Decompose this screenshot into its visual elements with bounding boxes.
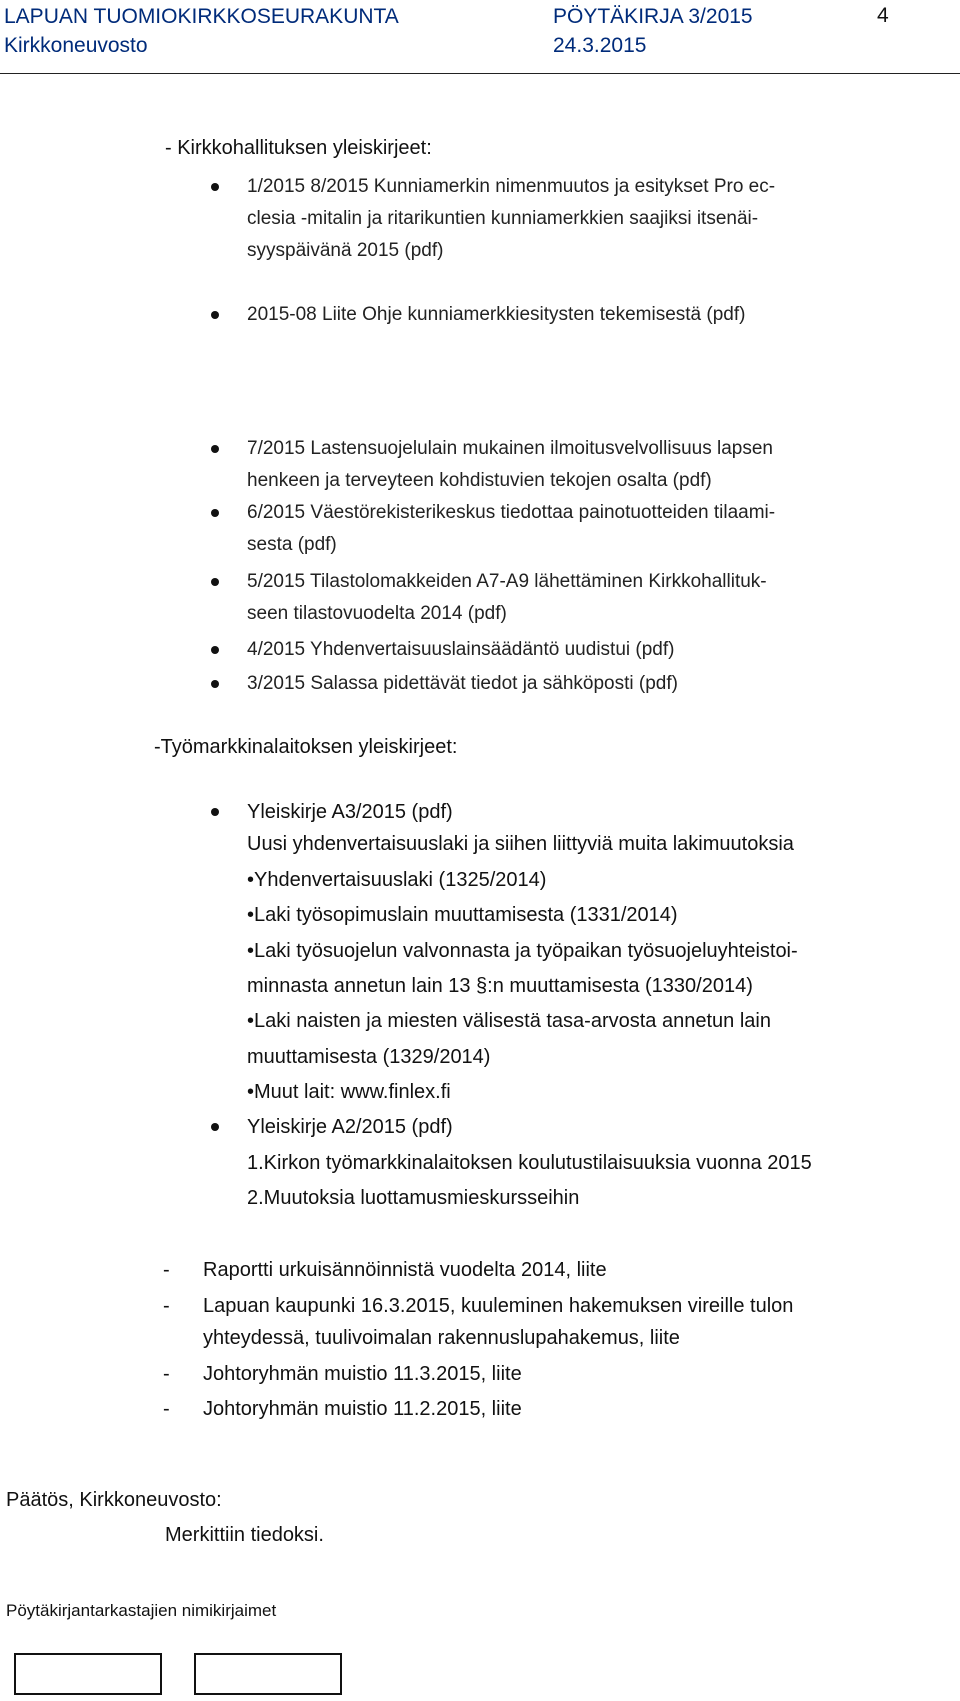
bullet-icon <box>211 808 219 816</box>
a2-line: 2.Muutoksia luottamusmieskursseihin <box>247 1187 580 1209</box>
a3-line: •Laki työsopimuslain muuttamisesta (1331/2014) <box>247 904 678 926</box>
tyomarkkina-heading: -Työmarkkinalaitoksen yleiskirjeet: <box>154 736 458 758</box>
dash-marker: - <box>163 1398 170 1420</box>
a3-line: Uusi yhdenvertaisuuslaki ja siihen liittyviä muita lakimuutoksia <box>247 833 794 855</box>
list-item-line: henkeen ja terveyteen kohdistuvien tekojen osalta (pdf) <box>247 470 712 491</box>
list-item-line: clesia -mitalin ja ritarikuntien kunniamerkkien saajiksi itsenäi- <box>247 208 759 229</box>
bullet-icon <box>211 183 219 191</box>
signature-box <box>14 1653 162 1695</box>
bullet-icon <box>211 311 219 319</box>
bullet-icon <box>211 1123 219 1131</box>
list-item-line: 2015-08 Liite Ohje kunniamerkkiesitysten tekemisestä (pdf) <box>247 304 746 325</box>
other-item-line: Raportti urkuisännöinnistä vuodelta 2014, liite <box>203 1259 607 1281</box>
bullet-icon <box>211 578 219 586</box>
dash-marker: - <box>163 1295 170 1317</box>
list-item-line: seen tilastovuodelta 2014 (pdf) <box>247 603 507 624</box>
bullet-icon <box>211 680 219 688</box>
header-date: 24.3.2015 <box>553 34 647 57</box>
dash-marker: - <box>163 1259 170 1281</box>
a3-line: •Laki työsuojelun valvonnasta ja työpaikan työsuojeluyhteistoi- <box>247 940 798 962</box>
other-item-line: Lapuan kaupunki 16.3.2015, kuuleminen hakemuksen vireille tulon <box>203 1295 794 1317</box>
bullet-icon <box>211 445 219 453</box>
header-body: Kirkkoneuvosto <box>4 34 148 57</box>
list-item-line: 7/2015 Lastensuojelulain mukainen ilmoitusvelvollisuus lapsen <box>247 438 773 459</box>
bullet-icon <box>211 646 219 654</box>
a3-line: •Muut lait: www.finlex.fi <box>247 1081 451 1103</box>
page-number: 4 <box>877 4 889 27</box>
signatures-label: Pöytäkirjantarkastajien nimikirjaimet <box>6 1601 277 1620</box>
a2-line: 1.Kirkon työmarkkinalaitoksen koulutustilaisuuksia vuonna 2015 <box>247 1152 812 1174</box>
header-doc: PÖYTÄKIRJA 3/2015 <box>553 5 753 28</box>
list-item-line: 6/2015 Väestörekisterikeskus tiedottaa painotuotteiden tilaami- <box>247 502 776 523</box>
list-item-line: 3/2015 Salassa pidettävät tiedot ja sähköposti (pdf) <box>247 673 678 694</box>
a3-line: minnasta annetun lain 13 §:n muuttamisesta (1330/2014) <box>247 975 753 997</box>
header-rule <box>0 73 960 74</box>
a3-title: Yleiskirje A3/2015 (pdf) <box>247 801 453 823</box>
bullet-icon <box>211 509 219 517</box>
a3-line: muuttamisesta (1329/2014) <box>247 1046 491 1068</box>
list-item-line: syyspäivänä 2015 (pdf) <box>247 240 444 261</box>
other-item-line: Johtoryhmän muistio 11.3.2015, liite <box>203 1363 522 1385</box>
a3-line: •Laki naisten ja miesten välisestä tasa-arvosta annetun lain <box>247 1010 771 1032</box>
list-item-line: 5/2015 Tilastolomakkeiden A7-A9 lähettäminen Kirkkohallituk- <box>247 571 767 592</box>
decision-label: Päätös, Kirkkoneuvosto: <box>6 1489 222 1511</box>
header-org: LAPUAN TUOMIOKIRKKOSEURAKUNTA <box>4 5 399 28</box>
signature-box <box>194 1653 342 1695</box>
kirkkohallitus-heading: - Kirkkohallituksen yleiskirjeet: <box>165 137 432 159</box>
dash-marker: - <box>163 1363 170 1385</box>
a2-title: Yleiskirje A2/2015 (pdf) <box>247 1116 453 1138</box>
a3-line: •Yhdenvertaisuuslaki (1325/2014) <box>247 869 547 891</box>
list-item-line: 4/2015 Yhdenvertaisuuslainsäädäntö uudistui (pdf) <box>247 639 675 660</box>
other-item-line: Johtoryhmän muistio 11.2.2015, liite <box>203 1398 522 1420</box>
list-item-line: sesta (pdf) <box>247 534 337 555</box>
list-item-line: 1/2015 8/2015 Kunniamerkin nimenmuutos ja esitykset Pro ec- <box>247 176 776 197</box>
other-item-line: yhteydessä, tuulivoimalan rakennuslupahakemus, liite <box>203 1327 680 1349</box>
decision-text: Merkittiin tiedoksi. <box>165 1524 324 1546</box>
